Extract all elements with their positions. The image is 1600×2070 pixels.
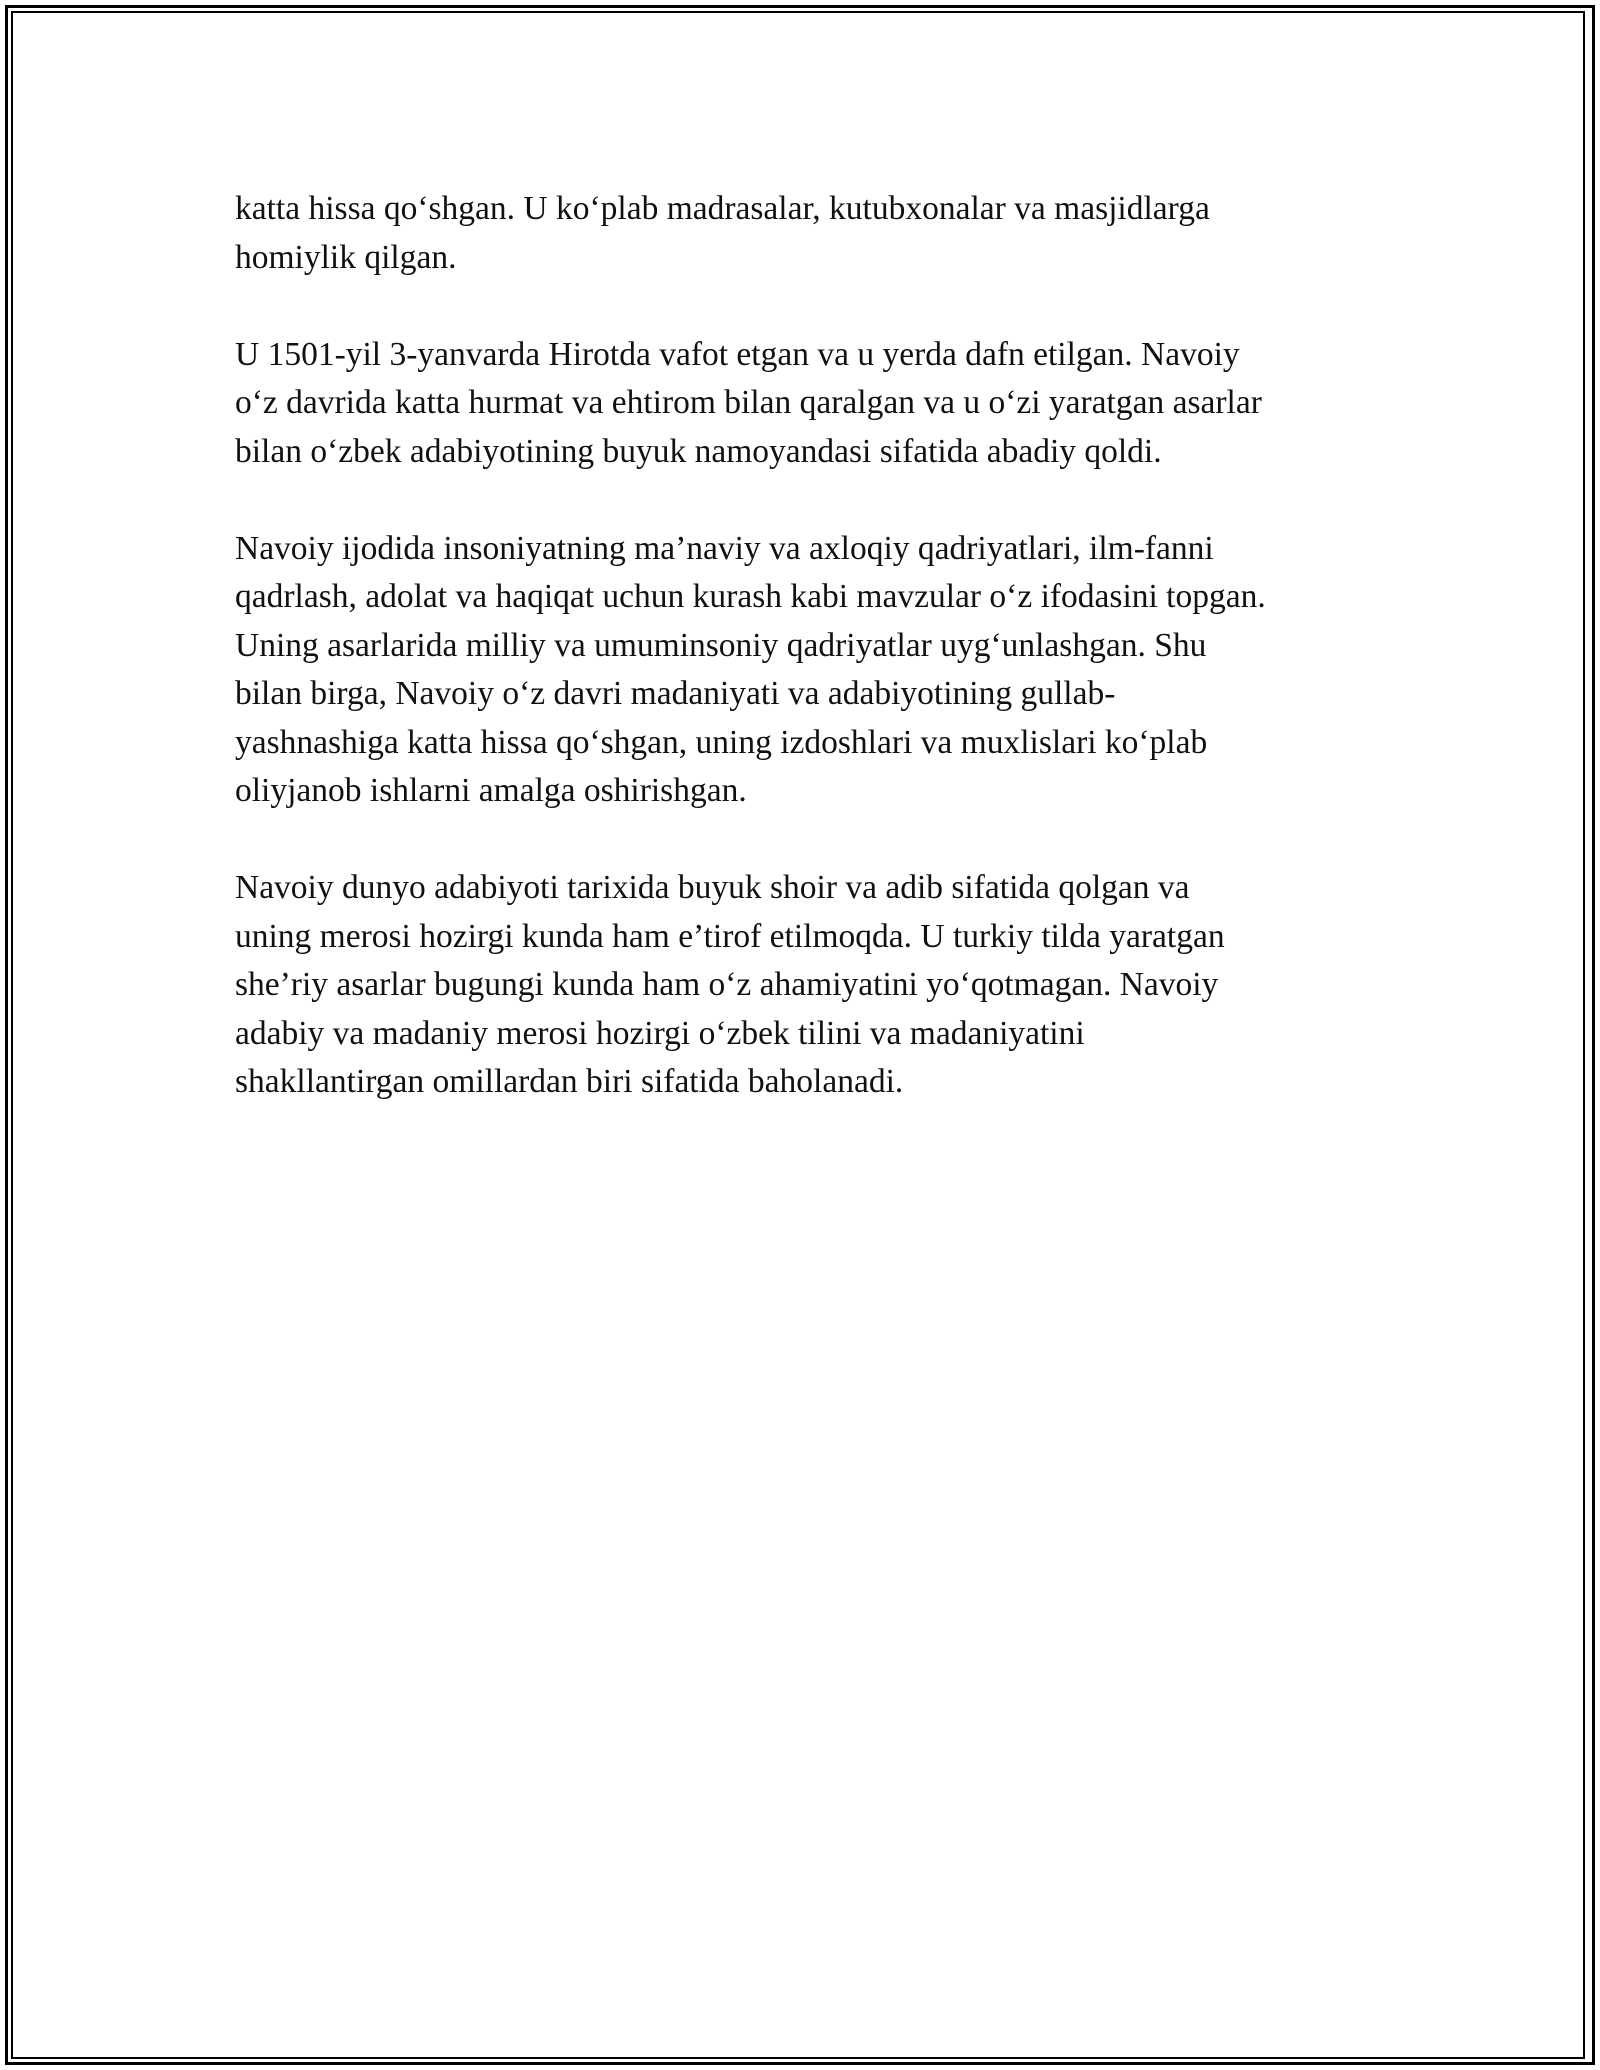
paragraph-3: Navoiy ijodida insoniyatning ma’naviy va axloqiy qadriyatlari, ilm-fanni qadrlash, adolat va haqiqat uchun kurash kabi mavzular o‘z ifodasini topgan. Uning asarlarida milliy va umuminsoniy qadriyatlar uyg‘unlashgan. Shu bilan birga, Navoiy o‘z davri madaniyati va adabiyotining gullab- yashnashiga katta hissa qo‘shgan, uning izdoshlari va muxlislari ko‘plab oliyjanob ishlarni amalga oshirishgan. [235, 529, 1266, 809]
document-body [235, 185, 1375, 1155]
paragraph-2: U 1501-yil 3-yanvarda Hirotda vafot etgan va u yerda dafn etilgan. Navoiy o‘z davrida katta hurmat va ehtirom bilan qaralgan va u o‘zi yaratgan asarlar bilan o‘zbek adabiyotining buyuk namoyandasi sifatida abadiy qoldi. [235, 335, 1262, 470]
paragraph-1: katta hissa qo‘shgan. U ko‘plab madrasalar, kutubxonalar va masjidlarga homiylik qilgan. [235, 190, 1210, 276]
paragraph-4: Navoiy dunyo adabiyoti tarixida buyuk shoir va adib sifatida qolgan va uning merosi hozirgi kunda ham e’tirof etilmoqda. U turkiy tilda yaratgan she’riy asarlar bugungi kunda ham o‘z ahamiyatini yo‘qotmagan. Navoiy adabiy va madaniy merosi hozirgi o‘zbek tilini va madaniyatini shakllantirgan omillardan biri sifatida baholanadi. [235, 869, 1225, 1100]
